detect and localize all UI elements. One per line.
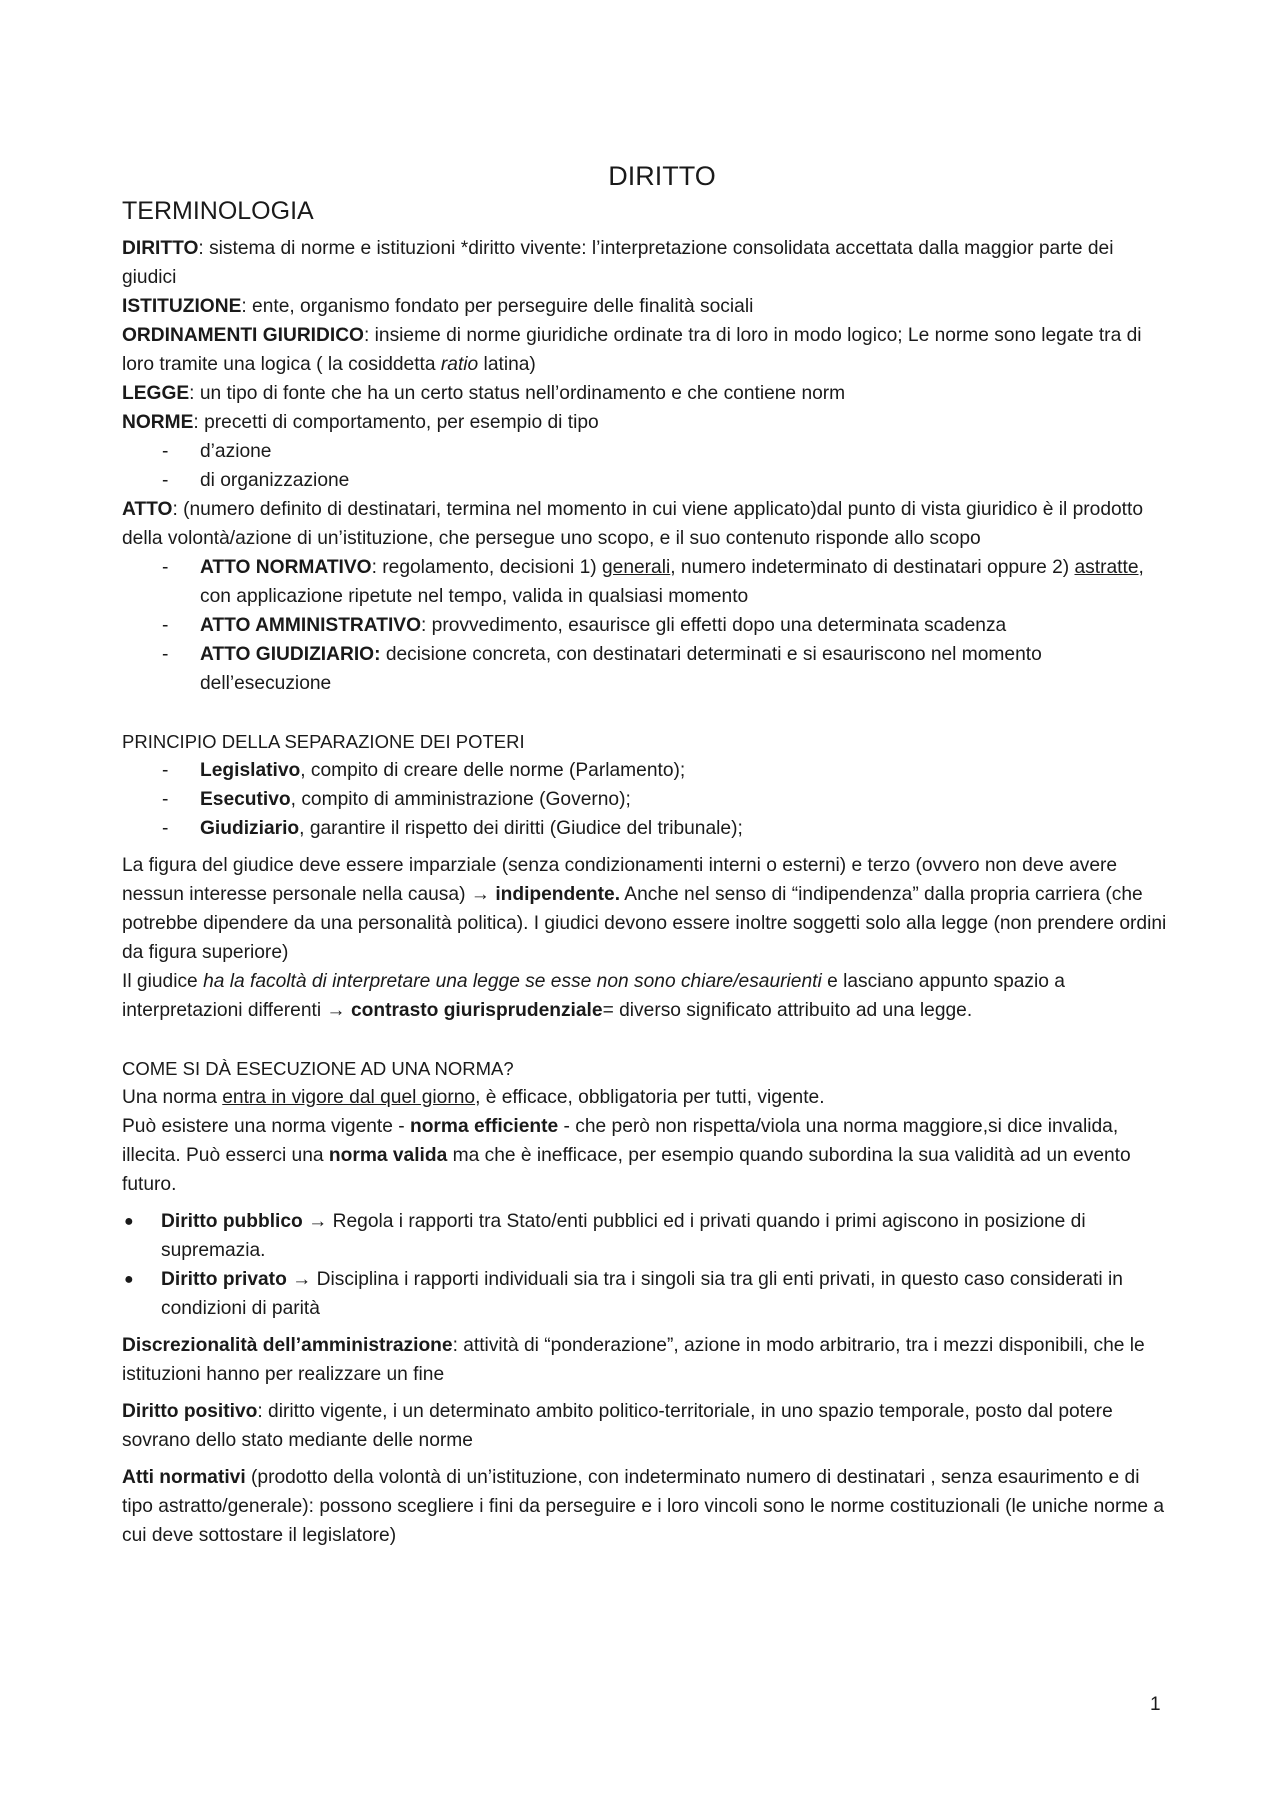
- section-heading-separazione-poteri: PRINCIPIO DELLA SEPARAZIONE DEI POTERI: [122, 731, 525, 752]
- list-item-text: d’azione: [200, 441, 272, 462]
- definition-legge: LEGGE: un tipo di fonte che ha un certo status nell’ordinamento e che contiene norm: [122, 383, 846, 404]
- list-item: [122, 611, 1172, 640]
- bold-term: DIRITTO: [122, 238, 199, 259]
- diritto-types-list: [122, 1207, 1172, 1323]
- list-item: [122, 466, 1172, 495]
- spacer: [122, 1455, 1172, 1463]
- powers-list: [122, 756, 1172, 843]
- bold-term: indipendente.: [495, 884, 621, 905]
- bold-term: Esecutivo: [200, 789, 291, 810]
- bold-term: NORME: [122, 412, 194, 433]
- list-item: [122, 553, 1172, 611]
- bold-term: ATTO GIUDIZIARIO:: [200, 644, 381, 665]
- section-heading-terminologia: TERMINOLOGIA: [122, 197, 314, 225]
- definition-ordinamenti-giuridico: ORDINAMENTI GIURIDICO: insieme di norme giuridiche ordinate tra di loro in modo logico; Le norme sono legate tra di loro tramite una logica ( la cosiddetta ratio latina): [122, 325, 1142, 375]
- definition-atto: ATTO: (numero definito di destinatari, termina nel momento in cui viene applicato)dal punto di vista giuridico è il prodotto della volontà/azione di un’istituzione, che persegue uno scopo, e il suo contenuto risponde allo scopo: [122, 499, 1144, 549]
- list-item-text: Esecutivo, compito di amministrazione (Governo);: [200, 789, 631, 810]
- bold-term: LEGGE: [122, 383, 190, 404]
- spacer: [122, 1323, 1172, 1331]
- bold-term: Diritto privato: [161, 1269, 287, 1290]
- list-item: [122, 785, 1172, 814]
- spacer: [122, 843, 1172, 851]
- bold-term: Discrezionalità dell’amministrazione: [122, 1335, 453, 1356]
- list-item-text: ATTO AMMINISTRATIVO: provvedimento, esaurisce gli effetti dopo una determinata scadenza: [200, 615, 1007, 636]
- list-item-text: di organizzazione: [200, 470, 350, 491]
- list-item: [122, 756, 1172, 785]
- italic-text: ha la facoltà di interpretare una legge se esse non sono chiare/esaurienti: [203, 971, 822, 992]
- bullet-icon: ●: [124, 1271, 134, 1288]
- definition-diritto-positivo: Diritto positivo: diritto vigente, i un determinato ambito politico-territoriale, in uno spazio temporale, posto dal potere sovrano dello stato mediante delle norme: [122, 1401, 1113, 1451]
- bold-term: ORDINAMENTI GIURIDICO: [122, 325, 364, 346]
- bullet-icon: ●: [124, 1213, 134, 1230]
- page-number: 1: [1150, 1694, 1161, 1715]
- dash-marker: -: [162, 644, 169, 665]
- dash-marker: -: [162, 615, 169, 636]
- list-item-text: ATTO NORMATIVO: regolamento, decisioni 1) generali, numero indeterminato di destinatari oppure 2) astratte, con applicazione ripetute nel tempo, valida in qualsiasi momento: [200, 557, 1144, 607]
- definition-atti-normativi: Atti normativi (prodotto della volontà di un’istituzione, con indeterminato numero di destinatari , senza esaurimento e di tipo astratto/generale): possono scegliere i fini da perseguire e i loro vincoli sono le norme costituzionali (le uniche norme a cui deve sottostare il legislatore): [122, 1467, 1165, 1546]
- bold-term: Legislativo: [200, 760, 301, 781]
- bold-term: contrasto giurisprudenziale: [350, 1000, 603, 1021]
- bold-term: ATTO: [122, 499, 173, 520]
- dash-marker: -: [162, 470, 169, 491]
- list-item-text: Legislativo, compito di creare delle norme (Parlamento);: [200, 760, 686, 781]
- bold-term: Diritto positivo: [122, 1401, 258, 1422]
- definition-discrezionalita: Discrezionalità dell’amministrazione: attività di “ponderazione”, azione in modo arbitrario, tra i mezzi disponibili, che le istituzioni hanno per realizzare un fine: [122, 1335, 1145, 1385]
- norme-types-list: [122, 437, 1172, 495]
- bold-term: ATTO AMMINISTRATIVO: [200, 615, 421, 636]
- list-item-text: Giudiziario, garantire il rispetto dei diritti (Giudice del tribunale);: [200, 818, 743, 839]
- section-heading-esecuzione-norma: COME SI DÀ ESECUZIONE AD UNA NORMA?: [122, 1058, 514, 1079]
- list-item-text: Diritto privato → Disciplina i rapporti individuali sia tra i singoli sia tra gli enti privati, in questo caso considerati in condizioni di parità: [161, 1269, 1123, 1319]
- underlined-text: astratte: [1074, 557, 1139, 578]
- italic-text: ratio: [440, 354, 479, 375]
- list-item-text: Diritto pubblico → Regola i rapporti tra Stato/enti pubblici ed i privati quando i primi agiscono in posizione di supremazia.: [161, 1211, 1086, 1261]
- underlined-text: entra in vigore dal quel giorno: [222, 1087, 476, 1108]
- paragraph-giudice: La figura del giudice deve essere imparziale (senza condizionamenti interni o esterni) e terzo (ovvero non deve avere nessun interesse personale nella causa) → indipendente. Anche nel senso di “indipendenza” dalla propria carriera (che potrebbe dipendere da una personalità politica). I giudici devono essere inoltre soggetti solo alla legge (non prendere ordini da figura superiore) Il giudice ha la facoltà di interpretare una legge se esse non sono chiare/esaurienti e lasciano appunto spazio a interpretazioni differenti → contrasto giurisprudenziale= diverso significato attribuito ad una legge.: [122, 855, 1167, 1021]
- bold-term: Atti normativi: [122, 1467, 246, 1488]
- list-item: [122, 1207, 1172, 1265]
- definition-diritto: DIRITTO: sistema di norme e istituzioni *diritto vivente: l’interpretazione consolidata accettata dalla maggior parte dei giudici: [122, 238, 1114, 288]
- list-item-text: ATTO GIUDIZIARIO: decisione concreta, con destinatari determinati e si esauriscono nel momento dell’esecuzione: [200, 644, 1042, 694]
- spacer: [122, 698, 1172, 727]
- definition-norme: NORME: precetti di comportamento, per esempio di tipo: [122, 412, 599, 433]
- dash-marker: -: [162, 557, 169, 578]
- document-title: DIRITTO: [608, 161, 716, 191]
- bold-term: Giudiziario: [200, 818, 300, 839]
- list-item: [122, 640, 1172, 698]
- dash-marker: -: [162, 760, 169, 781]
- spacer: [122, 1389, 1172, 1397]
- spacer: [122, 1025, 1172, 1054]
- bold-term: ISTITUZIONE: [122, 296, 242, 317]
- list-item: [122, 1265, 1172, 1323]
- dash-marker: -: [162, 789, 169, 810]
- definition-istituzione: ISTITUZIONE: ente, organismo fondato per perseguire delle finalità sociali: [122, 296, 754, 317]
- underlined-text: generali: [601, 557, 671, 578]
- bold-term: norma valida: [328, 1145, 448, 1166]
- dash-marker: -: [162, 818, 169, 839]
- paragraph-vigore-norma: Una norma entra in vigore dal quel giorno, è efficace, obbligatoria per tutti, vigente. Può esistere una norma vigente - norma efficiente - che però non rispetta/viola una norma maggiore,si dice invalida, illecita. Può esserci una norma valida ma che è inefficace, per esempio quando subordina la sua validità ad un evento futuro.: [122, 1087, 1131, 1195]
- list-item: [122, 437, 1172, 466]
- list-item: [122, 814, 1172, 843]
- terminology-entries: [122, 234, 1172, 437]
- bold-term: ATTO NORMATIVO: [200, 557, 372, 578]
- atto-types-list: [122, 553, 1172, 698]
- spacer: [122, 1199, 1172, 1207]
- bold-term: norma efficiente: [409, 1116, 559, 1137]
- page-content: [122, 158, 1172, 1550]
- dash-marker: -: [162, 441, 169, 462]
- bold-term: Diritto pubblico: [161, 1211, 303, 1232]
